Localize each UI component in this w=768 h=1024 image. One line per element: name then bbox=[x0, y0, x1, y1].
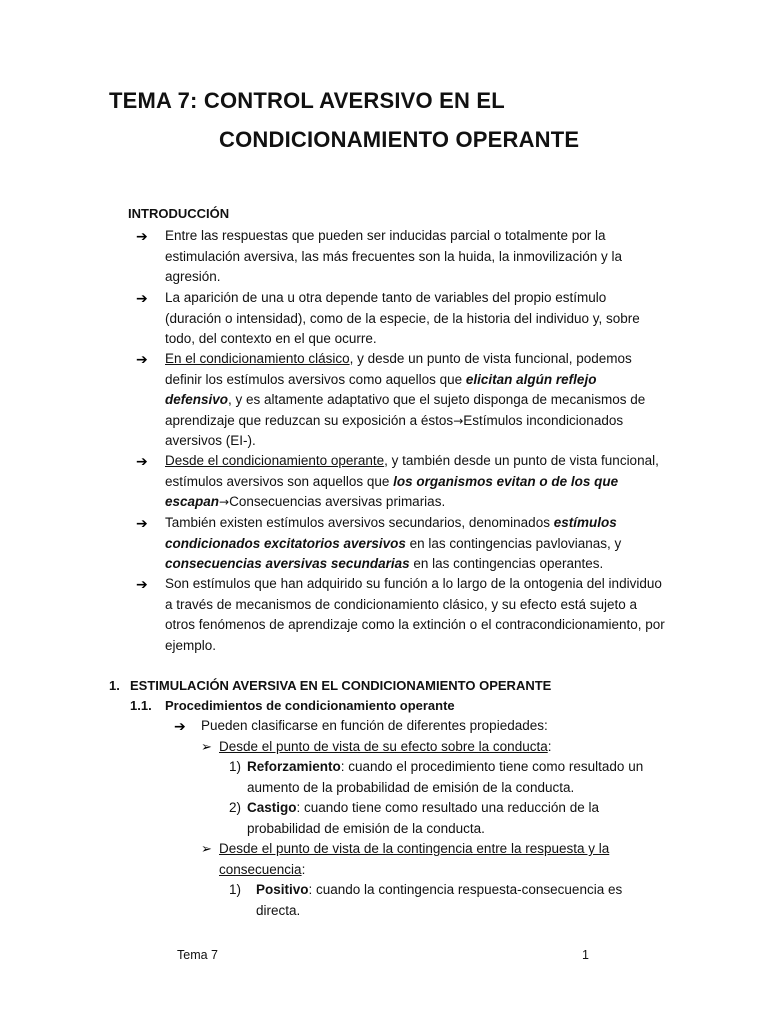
intro-paragraph-6: Son estímulos que han adquirido su función a lo largo de la ontogenia del individuo a través de mecanismos de condicionamiento clásico, y su efecto está sujeto a otros fenómenos de aprendizaje como la extinción o el contracondicionamiento, por ejemplo. bbox=[165, 576, 665, 653]
intro-paragraph-4 bbox=[165, 451, 665, 513]
text-span: : cuando tiene como resultado una reducción de la probabilidad de emisión de la conducta. bbox=[247, 800, 599, 836]
underlined-text: Desde el condicionamiento operante bbox=[165, 453, 385, 468]
list-item-castigo bbox=[247, 798, 647, 839]
arrow-right-icon: ➔ bbox=[136, 228, 148, 244]
intro-paragraph-3 bbox=[165, 349, 665, 452]
criterion-1 bbox=[219, 737, 659, 758]
section-heading: ESTIMULACIÓN AVERSIVA EN EL CONDICIONAMIENTO OPERANTE bbox=[130, 678, 552, 693]
intro-heading: INTRODUCCIÓN bbox=[128, 206, 230, 221]
inline-arrow-icon: → bbox=[453, 413, 464, 428]
arrow-right-icon: ➔ bbox=[136, 290, 148, 306]
subsection-heading: Procedimientos de condicionamiento operante bbox=[165, 698, 455, 713]
criterion-2 bbox=[219, 839, 639, 880]
arrow-right-icon: ➔ bbox=[136, 453, 148, 469]
bold-term: Positivo bbox=[256, 882, 309, 897]
bold-italic-text: los organismos evitan o de los que escapan bbox=[165, 473, 619, 509]
item-number: 1) bbox=[229, 882, 242, 897]
text-span: en las contingencias pavlovianas, y bbox=[405, 535, 622, 551]
chevron-right-icon: ➢ bbox=[201, 841, 212, 856]
item-number: 1) bbox=[229, 759, 242, 774]
list-item-positivo bbox=[256, 880, 651, 921]
arrow-right-icon: ➔ bbox=[136, 515, 148, 531]
page-number: 1 bbox=[582, 948, 589, 962]
text-span: : cuando el procedimiento tiene como resultado un aumento de la probabilidad de emisión de la conducta. bbox=[247, 759, 644, 795]
chevron-right-icon: ➢ bbox=[201, 739, 212, 754]
arrow-right-icon: ➔ bbox=[136, 351, 148, 367]
text-span: , y también desde un punto de vista funcional, estímulos aversivos son aquellos que bbox=[165, 453, 659, 489]
text-span: en las contingencias operantes. bbox=[409, 556, 604, 571]
intro-paragraph-2: La aparición de una u otra depende tanto de variables del propio estímulo (duración o intensidad), como de la especie, de la historia del individuo y, sobre todo, del contexto en el que ocurre. bbox=[165, 290, 640, 346]
text-span: También existen estímulos aversivos secundarios, denominados bbox=[165, 515, 554, 530]
section-number: 1. bbox=[109, 678, 120, 693]
text-span: Consecuencias aversivas primarias. bbox=[229, 494, 446, 509]
intro-paragraph-5 bbox=[165, 513, 665, 575]
text-span: : cuando la contingencia respuesta-consecuencia es directa. bbox=[256, 882, 623, 918]
underlined-text: En el condicionamiento clásico bbox=[165, 351, 350, 366]
bold-italic-text: estímulos condicionados excitatorios aversivos bbox=[165, 515, 617, 551]
inline-arrow-icon: → bbox=[219, 495, 230, 509]
classification-lead: Pueden clasificarse en función de diferentes propiedades: bbox=[201, 718, 548, 733]
bold-italic-text: elicitan algún reflejo defensivo bbox=[165, 371, 597, 407]
arrow-right-icon: ➔ bbox=[136, 576, 148, 592]
text-span: , y desde un punto de vista funcional, podemos definir los estímulos aversivos como aquellos que bbox=[165, 351, 632, 387]
page-title-line-1: TEMA 7: CONTROL AVERSIVO EN EL bbox=[109, 88, 505, 113]
text-span: : bbox=[547, 739, 552, 754]
intro-paragraph-1: Entre las respuestas que pueden ser inducidas parcial o totalmente por la estimulación aversiva, las más frecuentes son la huida, la inmovilización y la agresión. bbox=[165, 228, 622, 284]
underlined-text: Desde el punto de vista de su efecto sobre la conducta bbox=[219, 739, 548, 754]
text-span: Estímulos incondicionados aversivos (EI-). bbox=[165, 412, 624, 448]
bold-italic-text: consecuencias aversivas secundarias bbox=[165, 556, 410, 571]
arrow-right-icon: ➔ bbox=[174, 718, 186, 734]
item-number: 2) bbox=[229, 800, 242, 815]
footer-label: Tema 7 bbox=[177, 948, 218, 962]
underlined-text: Desde el punto de vista de la contingencia entre la respuesta y la consecuencia bbox=[219, 841, 610, 877]
text-span: : bbox=[301, 861, 306, 877]
list-item-reforzamiento bbox=[247, 757, 657, 798]
page-title-line-2: CONDICIONAMIENTO OPERANTE bbox=[219, 127, 580, 152]
bold-term: Reforzamiento bbox=[247, 759, 341, 774]
bold-term: Castigo bbox=[247, 800, 297, 815]
subsection-number: 1.1. bbox=[130, 698, 152, 713]
text-span: , y es altamente adaptativo que el sujeto disponga de mecanismos de aprendizaje que reduzcan su exposición a éstos bbox=[165, 392, 646, 428]
